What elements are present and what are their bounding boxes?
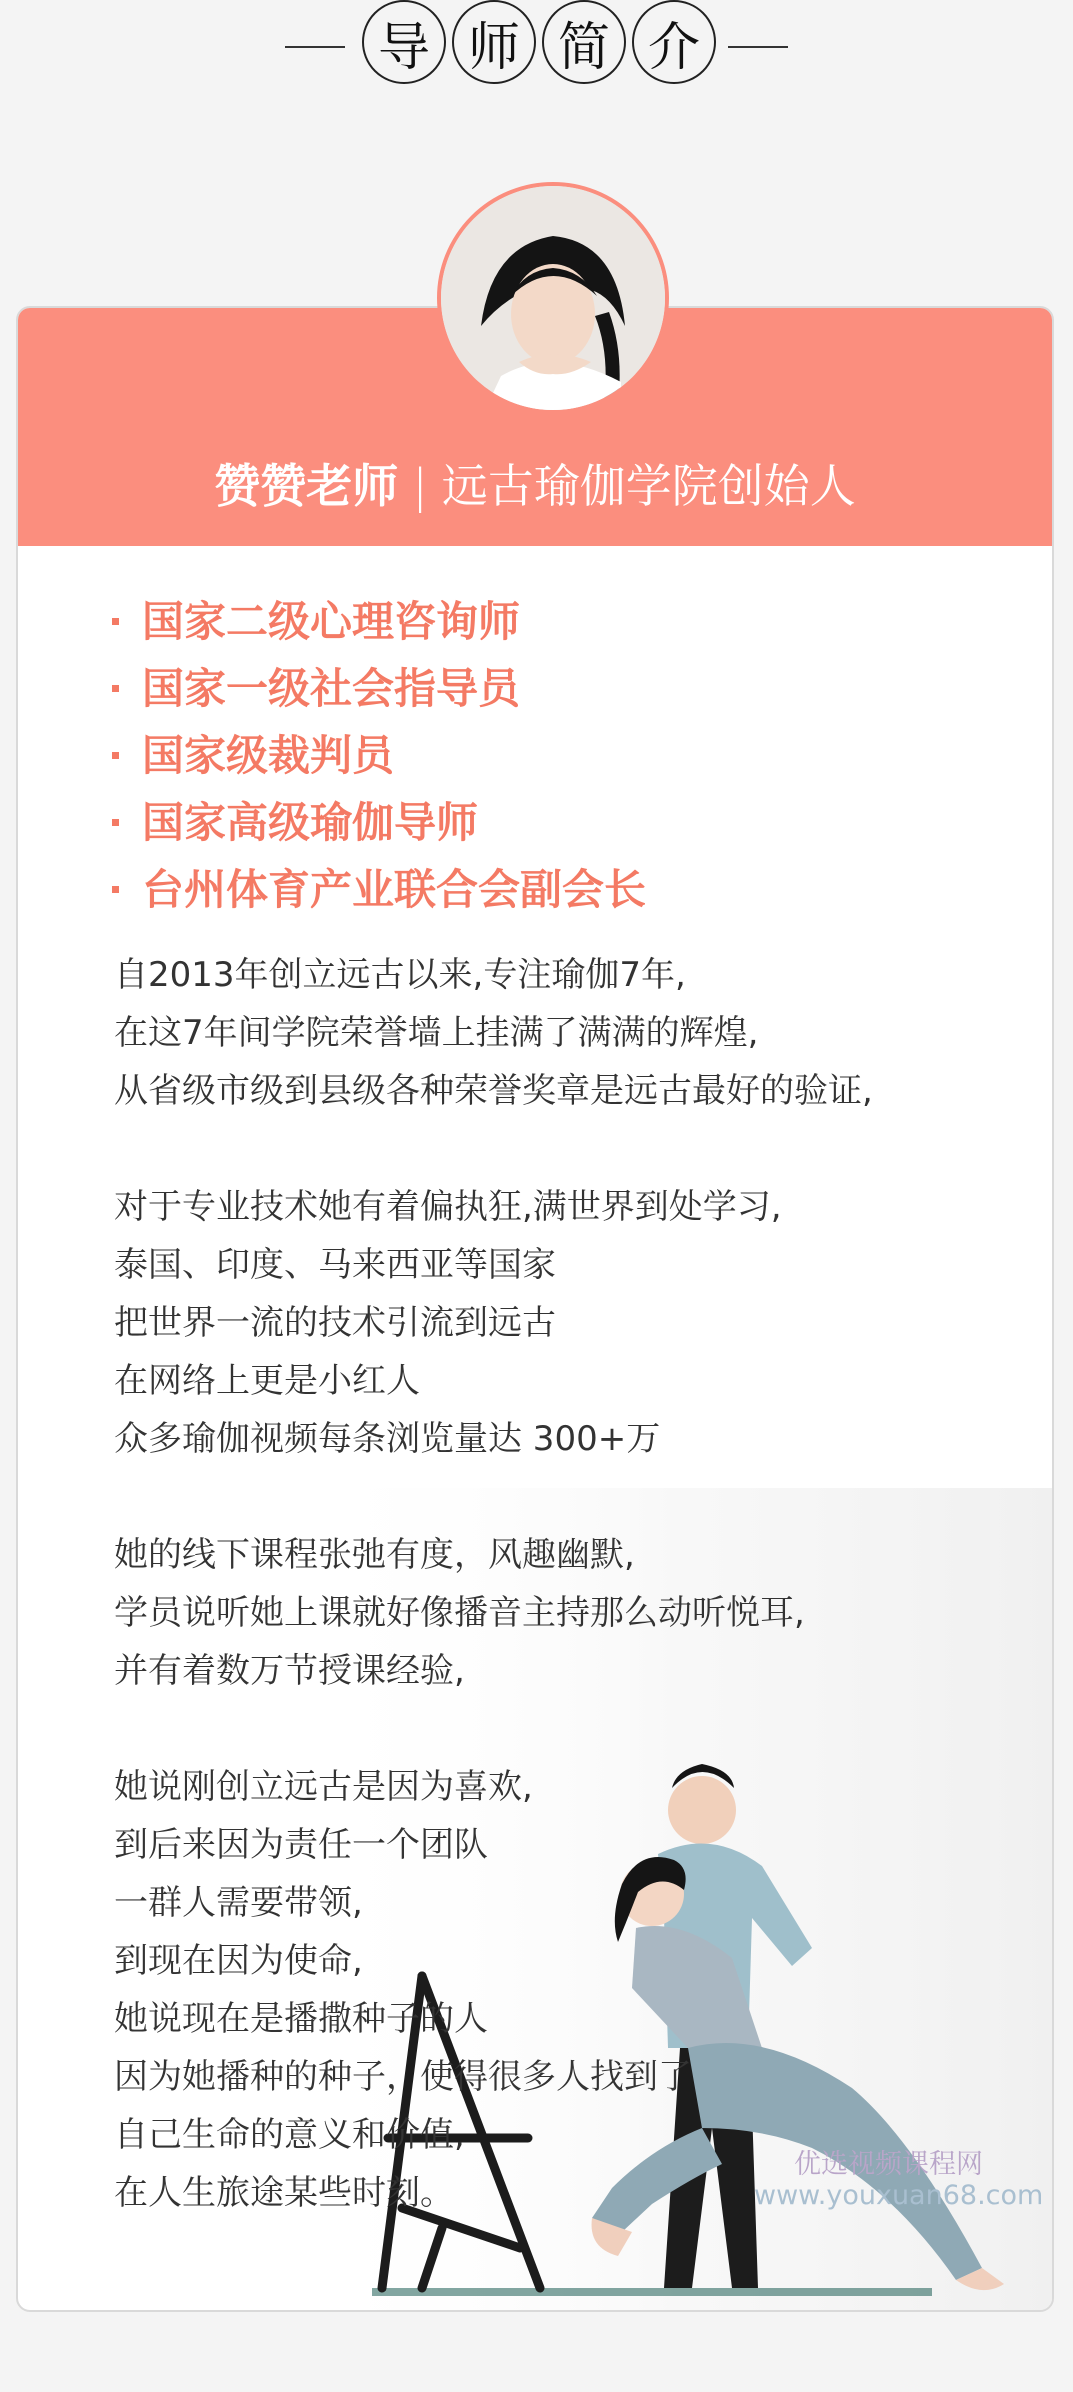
honor-item: 国家二级心理咨询师 xyxy=(108,588,646,655)
instructor-heading xyxy=(18,456,1052,516)
honor-item: 国家高级瑜伽导师 xyxy=(108,789,646,856)
title-char: 师 xyxy=(452,0,536,84)
bio-line: 把世界一流的技术引流到远古 xyxy=(114,1303,556,1343)
bio-line: 众多瑜伽视频每条浏览量达 300+万 xyxy=(114,1419,661,1459)
bio-line: 一群人需要带领, xyxy=(114,1883,363,1923)
bio-line: 她说现在是播撒种子的人 xyxy=(114,1999,488,2039)
bio-line: 泰国、印度、马来西亚等国家 xyxy=(114,1245,556,1285)
bio-line: 自2013年创立远古以来,专注瑜伽7年, xyxy=(114,955,686,995)
header-rule-right xyxy=(728,46,788,48)
watermark-url: www.youxuan68.com xyxy=(754,2180,1044,2211)
honor-item: 台州体育产业联合会副会长 xyxy=(108,856,646,923)
bio-line: 在人生旅途某些时刻。 xyxy=(114,2173,454,2213)
honor-item: 国家一级社会指导员 xyxy=(108,655,646,722)
bio-line: 到现在因为使命, xyxy=(114,1941,363,1981)
bio-line: 自己生命的意义和价值, xyxy=(114,2115,465,2155)
bio-line: 从省级市级到县级各种荣誉奖章是远古最好的验证, xyxy=(114,1071,873,1111)
watermark-site-name: 优选视频课程网 xyxy=(794,2149,983,2180)
instructor-card xyxy=(16,306,1054,2312)
section-title xyxy=(362,0,716,84)
bio-line: 学员说听她上课就好像播音主持那么动听悦耳, xyxy=(114,1593,805,1633)
instructor-role: 远古瑜伽学院创始人 xyxy=(441,459,856,513)
bio-line: 对于专业技术她有着偏执狂,满世界到处学习, xyxy=(114,1187,782,1227)
honor-item: 国家级裁判员 xyxy=(108,722,646,789)
bio-line: 她说刚创立远古是因为喜欢, xyxy=(114,1767,533,1807)
honors-list xyxy=(108,588,646,923)
instructor-bio xyxy=(114,946,994,2222)
bio-line: 并有着数万节授课经验, xyxy=(114,1651,465,1691)
avatar-portrait xyxy=(441,186,665,410)
title-char: 简 xyxy=(542,0,626,84)
title-char: 导 xyxy=(362,0,446,84)
heading-separator: | xyxy=(412,459,428,513)
instructor-avatar xyxy=(437,182,669,414)
title-char: 介 xyxy=(632,0,716,84)
header-rule-left xyxy=(285,46,345,48)
instructor-name: 赞赞老师 xyxy=(214,459,399,513)
paragraph-gap xyxy=(114,1120,994,1178)
bio-line: 到后来因为责任一个团队 xyxy=(114,1825,488,1865)
bio-line: 在网络上更是小红人 xyxy=(114,1361,420,1401)
section-header xyxy=(0,0,1073,90)
bio-line: 因为她播种的种子，使得很多人找到了 xyxy=(114,2057,692,2097)
bio-line: 她的线下课程张弛有度，风趣幽默, xyxy=(114,1535,635,1575)
bio-line: 在这7年间学院荣誉墙上挂满了满满的辉煌, xyxy=(114,1013,759,1053)
yoga-mat xyxy=(372,2288,932,2296)
